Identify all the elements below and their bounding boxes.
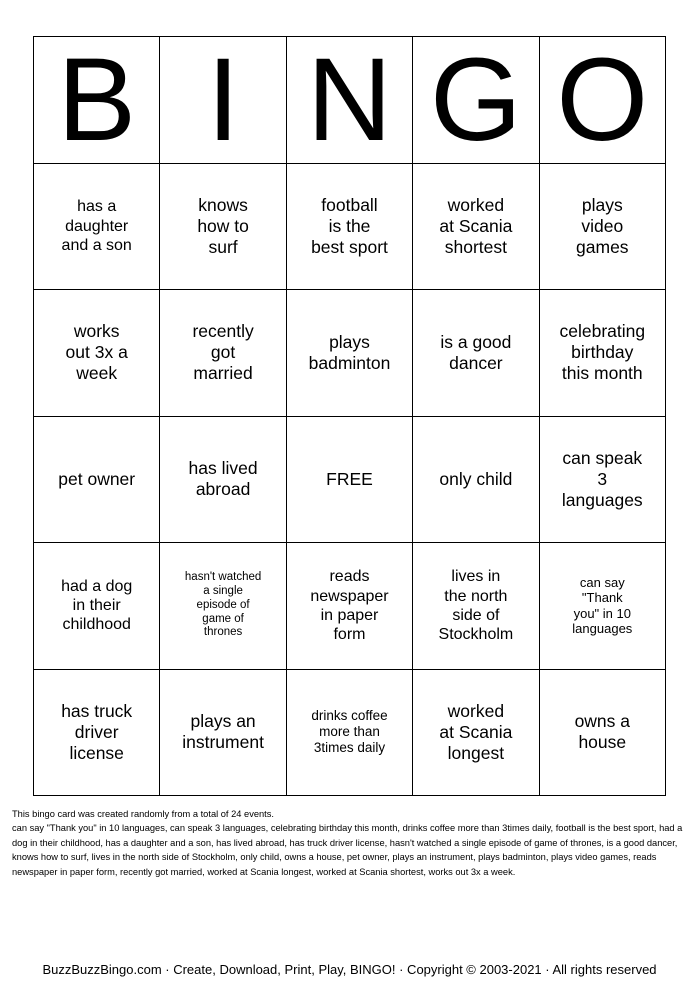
bingo-cell: reads newspaper in paper form [287,543,413,670]
bingo-card [33,36,666,796]
bingo-cell: only child [413,417,539,544]
bingo-cell: football is the best sport [287,164,413,291]
header-letter-b: B [34,37,160,164]
bingo-cell: celebrating birthday this month [540,290,666,417]
description-events-list: can say "Thank you" in 10 languages, can speak 3 languages, celebrating birthday this month, drinks coffee more than 3times daily, football is the best sport, had a dog in their childhood, has a daughter and a son, has lived abroad, has truck driver license, hasn't watched a single episode of game of thrones, is a good dancer, knows how to surf, lives in the north side of Stockholm, only child, owns a house, pet owner, plays an instrument, plays badminton, plays video games, reads newspaper in paper form, recently got married, worked at Scania longest, worked at Scania shortest, works out 3x a week. [12,823,683,877]
bingo-cell: recently got married [160,290,286,417]
bingo-cell: worked at Scania longest [413,670,539,797]
bingo-cell: hasn't watched a single episode of game of thrones [160,543,286,670]
header-letter-i: I [160,37,286,164]
bingo-cell: pet owner [34,417,160,544]
bingo-cell: works out 3x a week [34,290,160,417]
bingo-cell: can say "Thank you" in 10 languages [540,543,666,670]
bingo-cell: plays an instrument [160,670,286,797]
bingo-cell: has truck driver license [34,670,160,797]
bingo-cell: worked at Scania shortest [413,164,539,291]
bingo-cell: is a good dancer [413,290,539,417]
footer-copyright: BuzzBuzzBingo.com · Create, Download, Print, Play, BINGO! · Copyright © 2003-2021 · All rights reserved [42,962,657,977]
bingo-free-cell: FREE [287,417,413,544]
header-letter-g: G [413,37,539,164]
bingo-cell: had a dog in their childhood [34,543,160,670]
bingo-cell: owns a house [540,670,666,797]
bingo-cell: lives in the north side of Stockholm [413,543,539,670]
bingo-cell: has lived abroad [160,417,286,544]
description-summary: This bingo card was created randomly from a total of 24 events. [12,809,274,819]
header-letter-n: N [287,37,413,164]
bingo-cell: can speak 3 languages [540,417,666,544]
bingo-cell: plays video games [540,164,666,291]
header-letter-o: O [540,37,666,164]
card-description [12,807,688,879]
bingo-cell: knows how to surf [160,164,286,291]
bingo-cell: drinks coffee more than 3times daily [287,670,413,797]
bingo-cell: has a daughter and a son [34,164,160,291]
bingo-cell: plays badminton [287,290,413,417]
